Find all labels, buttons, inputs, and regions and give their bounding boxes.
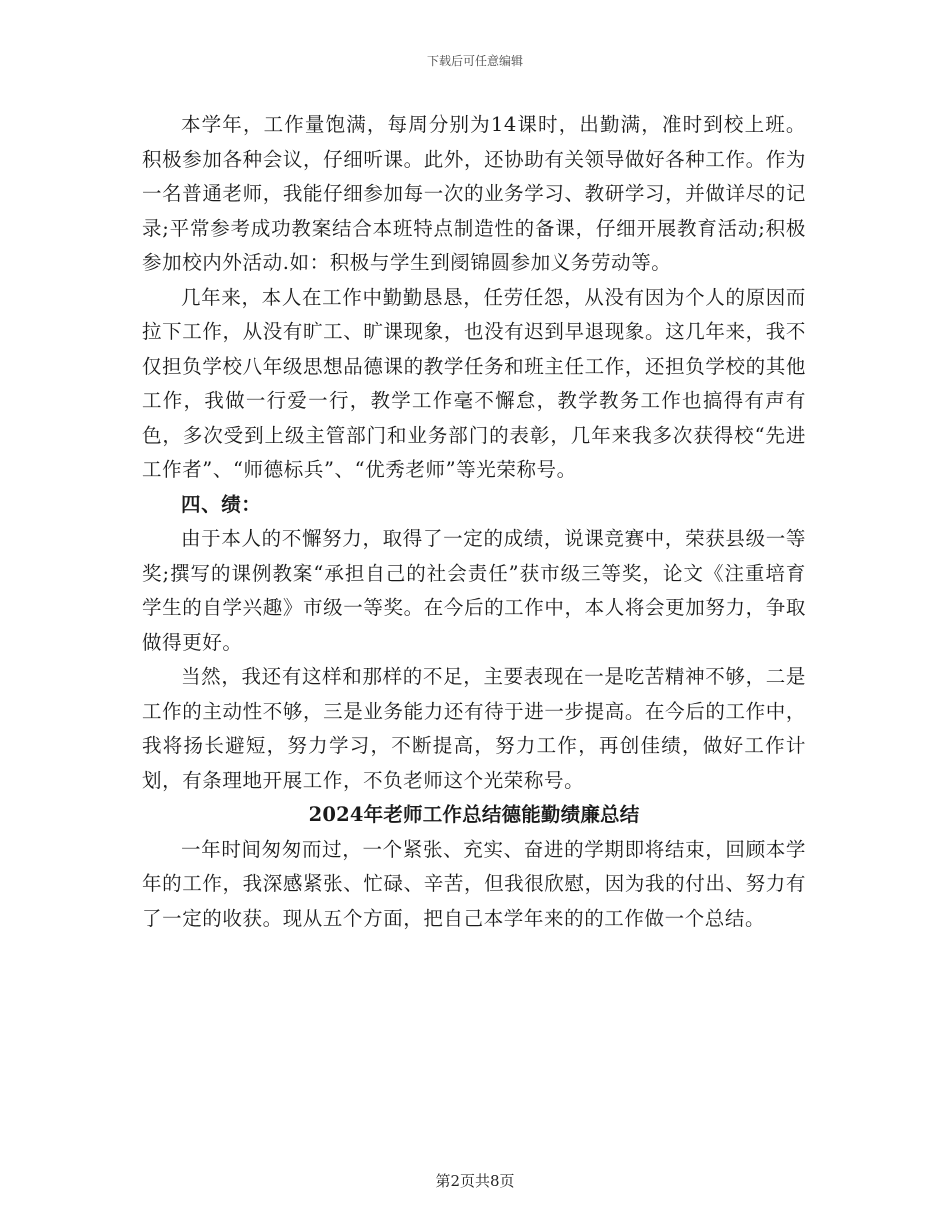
page-number: 第2页共8页 (435, 1172, 515, 1190)
paragraph-diligence: 几年来，本人在工作中勤勤恳恳，任劳任怨，从没有因为个人的原因而拉下工作，从没有旷工、旷课现象，也没有迟到早退现象。这几年来，我不仅担负学校八年级思想品德课的教学任务和班主任工作，还担负学校的其他工作，我做一行爱一行，教学工作毫不懈怠，教学教务工作也搞得有声有色，多次受到上级主管部门和业务部门的表彰，几年来我多次获得校“先进工作者”、“师德标兵”、“优秀老师”等光荣称号。 (142, 285, 806, 481)
paragraph-shortcomings: 当然，我还有这样和那样的不足，主要表现在一是吃苦精神不够，二是工作的主动性不够，三是业务能力还有待于进一步提高。在今后的工作中，我将扬长避短，努力学习，不断提高，努力工作，再创佳绩，做好工作计划，有条理地开展工作，不负老师这个光荣称号。 (142, 665, 806, 792)
document-body (142, 108, 806, 936)
paragraph-achievements: 由于本人的不懈努力，取得了一定的成绩，说课竞赛中，荣获县级一等奖;撰写的课例教案“承担自己的社会责任”获市级三等奖，论文《注重培育学生的自学兴趣》市级一等奖。在今后的工作中，本人将会更加努力，争取做得更好。 (142, 527, 806, 654)
paragraph-intro: 一年时间匆匆而过，一个紧张、充实、奋进的学期即将结束，回顾本学年的工作，我深感紧张、忙碌、辛苦，但我很欣慰，因为我的付出、努力有了一定的收获。现从五个方面，把自己本学年来的的工作做一个总结。 (142, 837, 806, 930)
paragraph-workload: 本学年，工作量饱满，每周分别为14课时，出勤满，准时到校上班。积极参加各种会议，仔细听课。此外，还协助有关领导做好各种工作。作为一名普通老师，我能仔细参加每一次的业务学习、教研学习，并做详尽的记录;平常参考成功教案结合本班特点制造性的备课，仔细开展教育活动;积极参加校内外活动.如：积极与学生到阌锦圆参加义务劳动等。 (142, 113, 806, 274)
document-title: 2024年老师工作总结德能勤绩廉总结 (308, 803, 640, 826)
page-header: 下载后可任意编辑 (426, 54, 523, 68)
section-heading-achievements: 四、绩： (181, 492, 262, 516)
